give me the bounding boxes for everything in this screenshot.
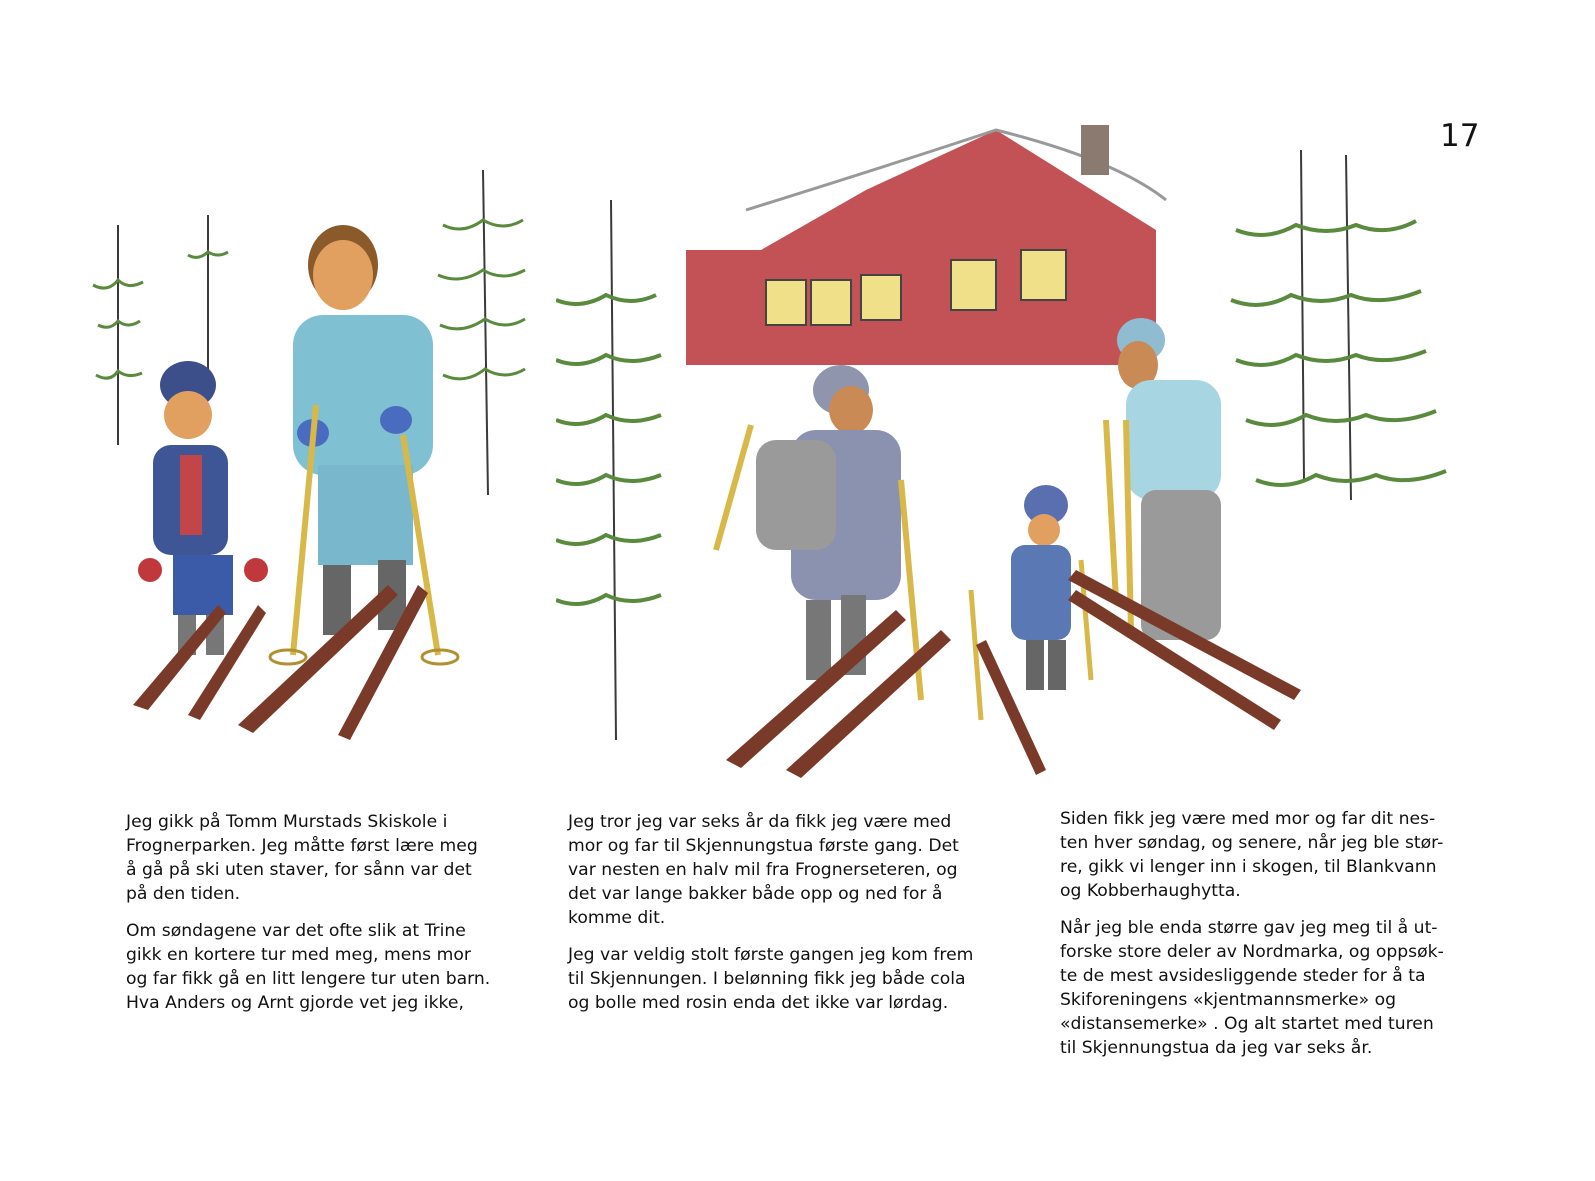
- cabin-figure: [686, 125, 1166, 365]
- adult-skier-figure: [238, 225, 458, 740]
- paragraph: Jeg tror jeg var seks år da fikk jeg være med mor og far til Skjennungstua første gang. Det var nesten en halv mil fra Frognerseteren, og det var lange bakker både opp og ned for å komme dit.: [568, 812, 959, 928]
- text-column-2: [568, 810, 998, 1028]
- father-skier-figure: [716, 365, 951, 778]
- illustration-cabin-trip: [556, 120, 1491, 790]
- child-skier-figure-2: [971, 485, 1091, 775]
- paragraph: Om søndagene var det ofte slik at Trine gikk en kortere tur med meg, mens mor og far fikk gå en litt lengere tur uten barn. Hva Anders og Arnt gjorde vet jeg ikke,: [126, 921, 491, 1013]
- paragraph: Siden fikk jeg være med mor og far dit nes- ten hver søndag, og senere, når jeg ble stør- re, gikk vi lenger inn i skogen, til Blankvann og Kobberhaughytta.: [1060, 809, 1444, 901]
- text-column-3: [1060, 807, 1490, 1073]
- text-column-1: [126, 810, 556, 1028]
- page-number: 17: [1440, 118, 1480, 154]
- paragraph: Jeg gikk på Tomm Murstads Skiskole i Frognerparken. Jeg måtte først lære meg å gå på ski uten staver, for sånn var det på den tiden.: [126, 812, 478, 904]
- illustration-ski-school: [88, 165, 528, 785]
- child-skier-figure: [133, 361, 268, 720]
- paragraph: Når jeg ble enda større gav jeg meg til å ut- forske store deler av Nordmarka, og oppsøk- te de mest avsidesliggende steder for å ta Skiforeningens «kjentmannsmerke» og «distansemerke» . Og alt startet med turen til Skjennungstua da jeg var seks år.: [1060, 918, 1444, 1058]
- mother-skier-figure: [1068, 318, 1301, 730]
- paragraph: Jeg var veldig stolt første gangen jeg kom frem til Skjennungen. I belønning fikk jeg både cola og bolle med rosin enda det ikke var lørdag.: [568, 945, 974, 1013]
